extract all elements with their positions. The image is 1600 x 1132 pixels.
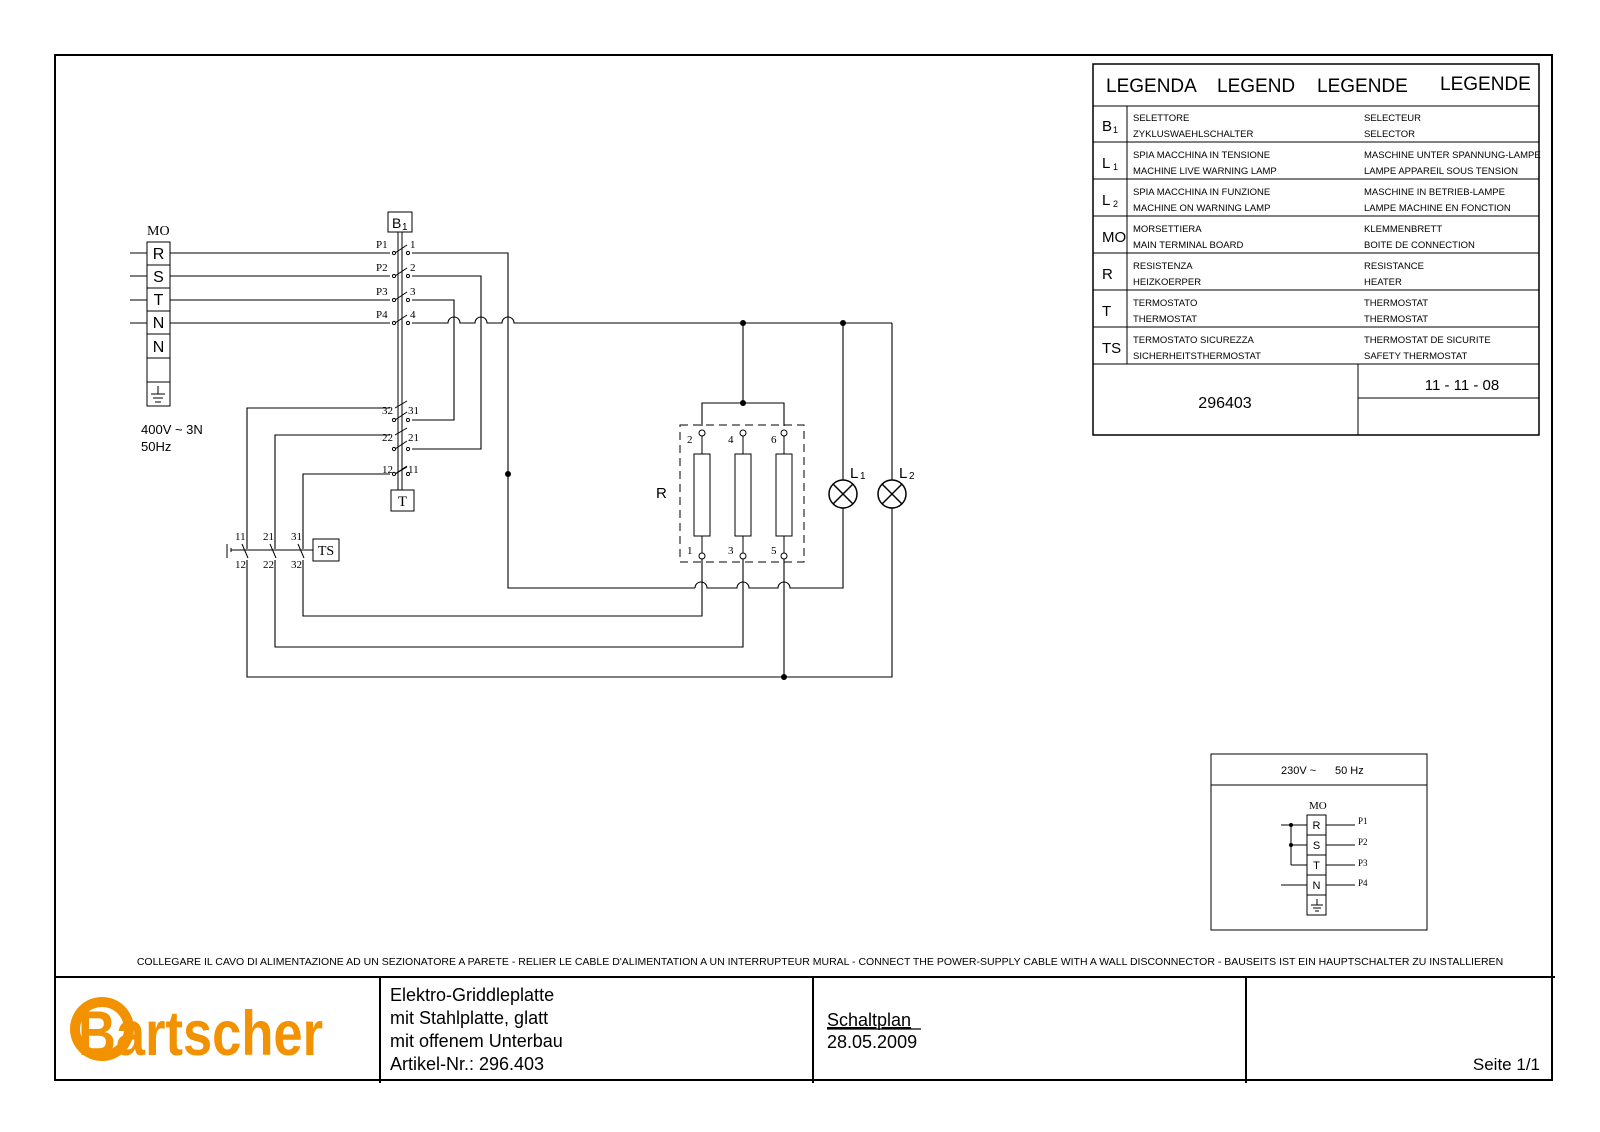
legend-symbol: MO [1102, 229, 1127, 246]
terminal-T: T [153, 292, 164, 309]
heater-pin-4: 4 [728, 434, 734, 446]
selector-input-p4: P4 [376, 309, 388, 321]
heater-pin-6: 6 [771, 434, 777, 446]
ts-contact-21: 21 [263, 531, 274, 543]
thermo-contact-21: 21 [408, 432, 419, 444]
heater-element [735, 454, 751, 536]
inset-terminal-T: T [1313, 860, 1320, 872]
legend-desc-line2: ZYKLUSWAEHLSCHALTER [1133, 129, 1254, 140]
lamp-l2 [878, 465, 915, 508]
wiring-diagram [56, 56, 1555, 1083]
article-number: Artikel-Nr.: 296.403 [390, 1054, 545, 1074]
lamp2-label: L [899, 465, 908, 482]
selector-label-sub: 1 [402, 222, 408, 233]
ts-contact-22: 22 [263, 559, 274, 571]
legend-desc-line4: SELECTOR [1364, 129, 1416, 140]
selector-switch [376, 212, 416, 490]
ts-contact-12: 12 [235, 559, 246, 571]
thermo-contact-12: 12 [382, 464, 393, 476]
heater-element [776, 454, 792, 536]
heater-pin-3: 3 [728, 545, 734, 557]
selector-output-4: 4 [410, 309, 416, 321]
ts-contact-32: 32 [291, 559, 302, 571]
legend-desc-line4: SAFETY THERMOSTAT [1364, 351, 1468, 362]
legend-headers [1106, 74, 1531, 97]
document-date: 28.05.2009 [827, 1032, 918, 1052]
ts-contact-31: 31 [291, 531, 302, 543]
legend-header-de: LEGENDE [1440, 74, 1531, 95]
heater-block [656, 425, 804, 562]
legend-desc-line2: HEIZKOERPER [1133, 277, 1202, 288]
legend-desc-line2: SICHERHEITSTHERMOSTAT [1133, 351, 1261, 362]
inset-output-p3: P3 [1358, 858, 1368, 868]
legend-desc-it: RESISTENZA [1133, 261, 1193, 272]
lamp1-label: L [850, 465, 859, 482]
legend-symbol: L [1102, 155, 1111, 172]
legend-symbol-sub: 1 [1113, 162, 1119, 172]
legend-desc-it: SELETTORE [1133, 113, 1190, 124]
junction-dots [505, 320, 846, 680]
inset-frequency: 50 Hz [1335, 765, 1364, 777]
selector-output-3: 3 [410, 286, 416, 298]
legend-symbol: L [1102, 192, 1111, 209]
inset-voltage: 230V ~ [1281, 765, 1317, 777]
legend-header-it: LEGENDA [1106, 76, 1197, 97]
legend-desc-line4: BOITE DE CONNECTION [1364, 240, 1475, 251]
legend-symbol-sub: 2 [1113, 199, 1119, 209]
drawing-sheet [54, 54, 1553, 1081]
legend-desc-line3: KLEMMENBRETT [1364, 224, 1443, 235]
page-number: Seite 1/1 [1472, 1055, 1540, 1074]
safety-thermostat-label: TS [317, 544, 335, 559]
legend-desc-it: TERMOSTATO [1133, 298, 1198, 309]
supply-frequency: 50Hz [141, 439, 172, 454]
heater-label: R [656, 485, 667, 502]
legend-desc-it: MORSETTIERA [1133, 224, 1202, 235]
brand-logo [70, 997, 323, 1069]
legend-symbol: TS [1102, 340, 1122, 357]
legend-header-en: LEGEND [1217, 76, 1296, 97]
thermostat-label: T [397, 494, 408, 510]
thermostat [382, 405, 419, 511]
legend-desc-line4: LAMPE APPAREIL SOUS TENSION [1364, 166, 1518, 177]
brand-name: Bartscher [78, 999, 323, 1069]
legend-desc-line3: SELECTEUR [1364, 113, 1422, 124]
safety-thermostat [227, 531, 339, 571]
thermo-contact-32: 32 [382, 405, 393, 417]
legend-symbol-sub: 1 [1113, 125, 1119, 135]
legend-desc-line3: RESISTANCE [1364, 261, 1425, 272]
inset-terminal-S: S [1312, 840, 1321, 852]
inset-terminal-R: R [1312, 820, 1321, 832]
inset-output-p1: P1 [1358, 816, 1368, 826]
document-type: Schaltplan [827, 1010, 912, 1030]
legend-rows [1102, 113, 1541, 362]
selector-input-p3: P3 [376, 286, 388, 298]
terminal-N2: N [152, 339, 165, 356]
legend-desc-it: TERMOSTATO SICUREZZA [1133, 335, 1254, 346]
legend-desc-line2: MACHINE ON WARNING LAMP [1133, 203, 1271, 214]
legend-symbol: B [1102, 118, 1113, 135]
legend-desc-it: SPIA MACCHINA IN TENSIONE [1133, 150, 1271, 161]
lamp2-label-sub: 2 [909, 471, 915, 482]
heater-pin-2: 2 [687, 434, 693, 446]
inset-terminal-N: N [1312, 880, 1321, 892]
inset-230v-connection [1211, 754, 1427, 930]
main-terminal-board [130, 224, 203, 454]
legend-desc-it: SPIA MACCHINA IN FUNZIONE [1133, 187, 1271, 198]
inset-output-p2: P2 [1358, 837, 1368, 847]
legend-desc-line4: HEATER [1364, 277, 1402, 288]
inset-mo-label: MO [1309, 800, 1327, 812]
lamp-l1 [829, 465, 866, 508]
mo-label: MO [147, 224, 170, 239]
terminal-S: S [153, 269, 164, 286]
legend-desc-line2: THERMOSTAT [1133, 314, 1198, 325]
legend-desc-line4: THERMOSTAT [1364, 314, 1429, 325]
selector-label: B [392, 215, 402, 231]
thermo-contact-31: 31 [408, 405, 419, 417]
product-line-2: mit Stahlplatte, glatt [390, 1008, 549, 1028]
legend-symbol: R [1102, 266, 1113, 283]
heater-element [694, 454, 710, 536]
product-line-3: mit offenem Unterbau [390, 1031, 563, 1051]
legend-desc-line2: MAIN TERMINAL BOARD [1133, 240, 1244, 251]
selector-output-2: 2 [410, 262, 416, 274]
lamp1-label-sub: 1 [860, 471, 866, 482]
legend-desc-line3: THERMOSTAT [1364, 298, 1429, 309]
ts-contact-11: 11 [235, 531, 246, 543]
legend-code: 296403 [1198, 395, 1252, 412]
inset-output-p4: P4 [1358, 878, 1368, 888]
selector-input-p2: P2 [376, 262, 388, 274]
terminal-N1: N [152, 315, 165, 332]
thermo-contact-11: 11 [408, 464, 419, 476]
legend-desc-line3: THERMOSTAT DE SICURITE [1364, 335, 1491, 346]
heater-pin-5: 5 [771, 545, 777, 557]
legend-desc-line3: MASCHINE UNTER SPANNUNG-LAMPE [1364, 150, 1541, 161]
legend-desc-line3: MASCHINE IN BETRIEB-LAMPE [1364, 187, 1505, 198]
supply-voltage: 400V ~ 3N [141, 422, 203, 437]
heater-pin-1: 1 [687, 545, 693, 557]
installation-notice: COLLEGARE IL CAVO DI ALIMENTAZIONE AD UN SEZIONATORE A PARETE - RELIER LE CABLE D'ALIMENTATION A UN INTERRUPTEUR MURAL - CONNECT THE POWER-SUPPLY CABLE WITH A WALL DISCONNECTOR - BAUSEITS IST EIN HAUPTSCHALTER ZU INSTALLIEREN [136, 956, 1504, 968]
legend-symbol: T [1102, 303, 1112, 320]
product-line-1: Elektro-Griddleplatte [390, 985, 555, 1005]
legend-desc-line2: MACHINE LIVE WARNING LAMP [1133, 166, 1277, 177]
legend-desc-line4: LAMPE MACHINE EN FONCTION [1364, 203, 1511, 214]
selector-output-1: 1 [410, 239, 416, 251]
terminal-R: R [152, 246, 165, 263]
thermo-contact-22: 22 [382, 432, 393, 444]
selector-input-p1: P1 [376, 239, 388, 251]
legend-header-fr: LEGENDE [1317, 76, 1408, 97]
legend-date: 11 - 11 - 08 [1424, 377, 1500, 394]
